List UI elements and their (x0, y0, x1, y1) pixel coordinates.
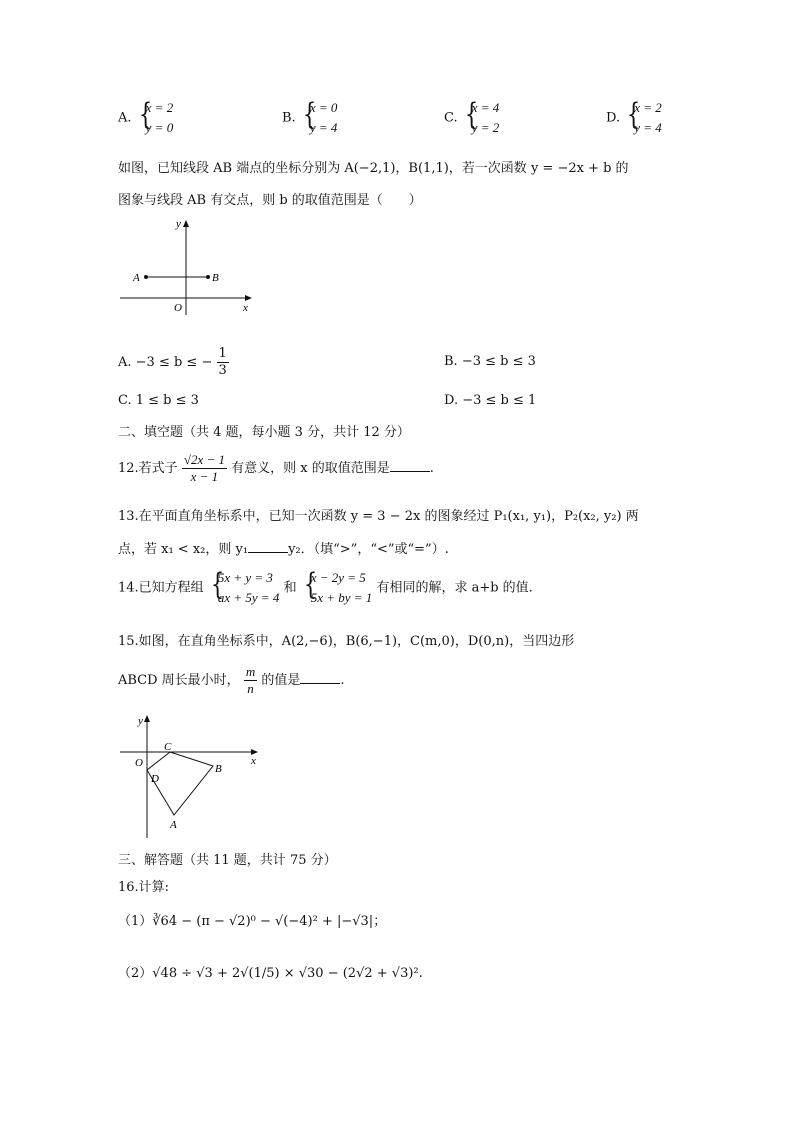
answer-blank (300, 671, 340, 684)
q11-option-a (118, 346, 229, 379)
q12-end: . (429, 461, 434, 476)
a-label: A (133, 272, 140, 284)
section-2-heading: 二、填空题（共 4 题，每小题 3 分，共计 12 分） (118, 425, 410, 440)
numerator: √2x − 1 (183, 452, 226, 467)
equation-system: { x = 0 y = 4 (300, 98, 338, 138)
q11-option-b: B. −3 ≤ b ≤ 3 (444, 354, 536, 369)
point-a (144, 275, 148, 279)
q11-figure (120, 215, 260, 315)
equation: y = 4 (309, 120, 338, 135)
fraction (244, 664, 257, 697)
q15-end: . (340, 673, 345, 688)
x-label: x (243, 302, 248, 314)
q12 (118, 452, 434, 485)
q12-text: 12.若式子 (118, 461, 178, 476)
q11-line1: 如图，已知线段 AB 端点的坐标分别为 A(−2,1)，B(1,1)，若一次函数 y = −2x + b 的 (118, 161, 629, 176)
equation-system: { x = 2 y = 4 (624, 98, 662, 138)
equation: x = 2 (145, 100, 174, 115)
option-c (444, 98, 499, 138)
x-arrow-icon (245, 295, 252, 301)
q14-text: 14.已知方程组 (118, 580, 204, 596)
numerator: 1 (218, 346, 227, 361)
option-a (118, 98, 173, 138)
option-letter: B. (282, 110, 296, 126)
y-arrow-icon (183, 220, 189, 227)
q13-line2 (118, 538, 449, 557)
equation: ax + 5y = 4 (217, 590, 280, 605)
numerator: m (245, 664, 256, 679)
q16-part2: （2）√48 ÷ √3 + 2√(1/5) × √30 − (2√2 + √3)². (118, 966, 423, 981)
b-label: B (215, 763, 222, 775)
equation-system: { 5x + y = 3 ax + 5y = 4 (208, 568, 280, 608)
q15-figure (118, 710, 268, 840)
origin-label: O (135, 757, 143, 769)
equation: y = 4 (634, 120, 662, 135)
option-letter: D. (606, 110, 621, 126)
point-b (206, 275, 210, 279)
option-d (606, 98, 662, 138)
q16-part1: （1）∛64 − (π − √2)⁰ − √(−4)² + |−√3|； (118, 914, 387, 929)
x-label: x (251, 755, 256, 767)
y-arrow-icon (144, 715, 150, 722)
q14-text: 和 (283, 580, 297, 596)
denominator: n (247, 681, 254, 696)
q15-text: ABCD 周长最小时， (118, 673, 240, 688)
a-label: A (170, 819, 177, 831)
q15-line1: 15.如图，在直角坐标系中，A(2,−6)，B(6,−1)，C(m,0)，D(0,n)，当四边形 (118, 634, 575, 649)
b-label: B (212, 272, 219, 284)
y-label: y (176, 218, 181, 230)
fraction (217, 346, 229, 379)
answer-blank (390, 459, 430, 472)
answer-blank (248, 540, 288, 553)
option-text: A. −3 ≤ b ≤ − (118, 355, 213, 370)
q11-option-d: D. −3 ≤ b ≤ 1 (444, 393, 537, 408)
origin-label: O (174, 302, 182, 314)
q14-text: 有相同的解，求 a+b 的值. (376, 580, 533, 596)
equation: 5x + by = 1 (310, 590, 373, 605)
equation: x = 2 (634, 100, 662, 115)
option-letter: A. (118, 110, 132, 126)
equation: x = 4 (471, 100, 500, 115)
q13-text: 点，若 x₁ < x₂，则 y₁ (118, 542, 249, 557)
equation-system: { x = 4 y = 2 (462, 98, 500, 138)
fraction (182, 452, 227, 485)
section-3-heading: 三、解答题（共 11 题，共计 75 分） (118, 853, 337, 868)
equation: y = 2 (471, 120, 500, 135)
denominator: 3 (218, 363, 227, 378)
equation: x = 0 (309, 100, 338, 115)
equation: 5x + y = 3 (217, 570, 273, 585)
option-b (282, 98, 337, 138)
q13-text: y₂．（填“>”，“<”或“=”）. (288, 542, 449, 557)
q12-text: 有意义，则 x 的取值范围是 (231, 461, 390, 476)
y-label: y (138, 715, 143, 727)
d-label: D (151, 773, 159, 785)
q15-text: 的值是 (261, 673, 301, 688)
equation: x − 2y = 5 (310, 570, 366, 585)
equation: y = 0 (145, 120, 174, 135)
q15-line2 (118, 664, 345, 697)
denominator: x − 1 (190, 469, 219, 484)
equation-system: { x = 2 y = 0 (136, 98, 174, 138)
c-label: C (164, 741, 172, 753)
option-letter: C. (444, 110, 458, 126)
q11-option-c: C. 1 ≤ b ≤ 3 (118, 393, 199, 408)
q14 (118, 568, 533, 608)
equation-system: { x − 2y = 5 5x + by = 1 (301, 568, 373, 608)
q16-title: 16.计算: (118, 880, 170, 895)
q11-line2: 图象与线段 AB 有交点，则 b 的取值范围是（ ） (118, 193, 422, 208)
q13-line1: 13.在平面直角坐标系中，已知一次函数 y = 3 − 2x 的图象经过 P₁(x₁, y₁)，P₂(x₂, y₂) 两 (118, 509, 639, 524)
